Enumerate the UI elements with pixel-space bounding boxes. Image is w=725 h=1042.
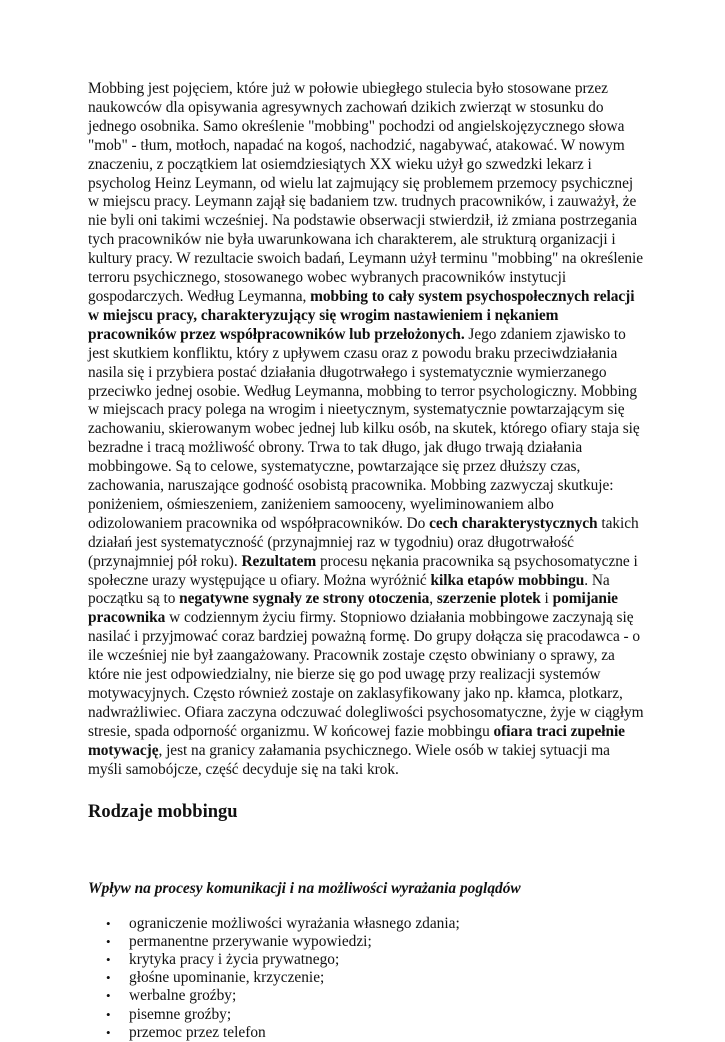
body-paragraph	[88, 80, 644, 780]
paragraph-run: Mobbing jest pojęciem, które już w połowie ubiegłego stulecia było stosowane przez naukowców dla opisywania agresywnych zachowań dzikich zwierząt w stosunku do jednego osobnika. Samo określenie "mobbing" pochodzi od angielskojęzycznego słowa "mob" - tłum, motłoch, napadać na kogoś, nachodzić, nagabywać, atakować. W nowym znaczeniu, z początkiem lat osiemdziesiątych XX wieku użył go szwedzki lekarz i psycholog Heinz Leymann, od wielu lat zajmujący się problemem przemocy psychicznej w miejscu pracy. Leymann zajął się badaniem tzw. trudnych pracowników, i zauważył, że nie byli oni takimi wcześniej. Na podstawie obserwacji stwierdził, iż zmiana postrzegania tych pracowników nie była uwarunkowana ich charakterem, ale strukturą organizacji i kultury pracy. W rezultacie swoich badań, Leymann użył terminu "mobbing" na określenie terroru psychicznego, stosowanego wobec wybranych pracowników instytucji gospodarczych. Według Leymanna,	[88, 80, 644, 305]
bullet-icon: •	[106, 1006, 111, 1022]
list-item	[88, 969, 644, 987]
list-item-text: werbalne groźby;	[129, 987, 237, 1005]
paragraph-run-bold: kilka etapów mobbingu	[430, 571, 585, 589]
bullet-icon: •	[106, 988, 111, 1004]
paragraph-run-bold: mobbing to cały system psychospołecznych relacji w miejscu pracy, charakteryzujący się wrogim nastawieniem i nękaniem pracowników przez współpracowników lub przełożonych.	[88, 287, 635, 343]
paragraph-run-bold: szerzenie plotek	[436, 590, 541, 608]
paragraph-run: , jest na granicy załamania psychicznego. Wiele osób w takiej sytuacji ma myśli samobójcze, część decyduje się na taki krok.	[88, 741, 610, 778]
section-heading: Rodzaje mobbingu	[88, 801, 238, 822]
paragraph-run-bold: cech charakterystycznych	[429, 514, 598, 532]
paragraph-run-bold: negatywne sygnały ze strony otoczenia	[179, 590, 430, 608]
bullet-list	[88, 915, 644, 1042]
list-item	[88, 1006, 644, 1024]
list-item	[88, 951, 644, 969]
list-item	[88, 987, 644, 1005]
paragraph-run: w codziennym życiu firmy. Stopniowo działania mobbingowe zaczynają się nasilać i przyjmować coraz bardziej poważną formę. Do grupy dołącza się pracodawca - o ile wcześniej nie był zaangażowany. Pracownik zostaje często obwiniany o sprawy, za które nie jest odpowiedzialny, nie bierze się go pod uwagę przy realizacji systemów motywacyjnych. Często również zostaje on zaklasyfikowany jako np. kłamca, plotkarz, nadwrażliwiec. Ofiara zaczyna odczuwać dolegliwości psychosomatyczne, żyje w ciągłym stresie, spada odporność organizmu. W końcowej fazie mobbingu	[88, 609, 644, 740]
list-item-text: przemoc przez telefon	[129, 1023, 266, 1041]
list-item	[88, 915, 644, 933]
list-item-text: pisemne groźby;	[129, 1005, 232, 1023]
paragraph-run-bold: pomijanie pracownika	[88, 590, 618, 627]
list-item-text: głośne upominanie, krzyczenie;	[129, 969, 325, 987]
document-page	[88, 80, 644, 1042]
paragraph-run: procesu nękania pracownika są psychosomatyczne i społeczne urazy występujące u ofiary. Można wyróżnić	[88, 552, 638, 589]
bullet-icon: •	[106, 933, 111, 949]
paragraph-run: i	[540, 590, 553, 608]
bullet-icon: •	[106, 951, 111, 967]
bullet-icon: •	[106, 915, 111, 931]
list-item-text: ograniczenie możliwości wyrażania własnego zdania;	[129, 914, 460, 932]
paragraph-run: . Na początku są to	[88, 571, 610, 608]
paragraph-run-bold: ofiara traci zupełnie motywację	[88, 722, 625, 759]
bullet-icon: •	[106, 970, 111, 986]
list-item-text: krytyka pracy i życia prywatnego;	[129, 950, 340, 968]
paragraph-run: Jego zdaniem zjawisko to jest skutkiem konfliktu, który z upływem czasu oraz z powodu braku przeciwdziałania nasila się i przybiera postać działania długotrwałego i systematycznie wymierzanego przeciwko jednej osobie. Według Leymanna, mobbing to terror psychologiczny. Mobbing w miejscach pracy polega na wrogim i nieetycznym, systematycznie powtarzającym się zachowaniu, skierowanym wobec jednej lub kilku osób, na skutek, którego ofiary staja się bezradne i tracą możliwość obrony. Trwa to tak długo, jak długo trwają działania mobbingowe. Są to celowe, systematyczne, powtarzające się przez dłuższy czas, zachowania, naruszające godność osobistą pracownika. Mobbing zazwyczaj skutkuje: poniżeniem, ośmieszeniem, zaniżeniem samooceny, wyeliminowaniem albo odizolowaniem pracownika od współpracowników. Do	[88, 325, 640, 532]
paragraph-run-bold: Rezultatem	[241, 552, 317, 570]
paragraph-run: ,	[429, 590, 437, 608]
bullet-icon: •	[106, 1024, 111, 1040]
section-subheading: Wpływ na procesy komunikacji i na możliwości wyrażania poglądów	[88, 879, 521, 897]
list-item-text: permanentne przerywanie wypowiedzi;	[129, 932, 372, 950]
list-item	[88, 933, 644, 951]
paragraph-run: takich działań jest systematyczność (przynajmniej raz w tygodniu) oraz długotrwałość (przynajmniej pół roku).	[88, 514, 639, 570]
list-item	[88, 1024, 644, 1042]
